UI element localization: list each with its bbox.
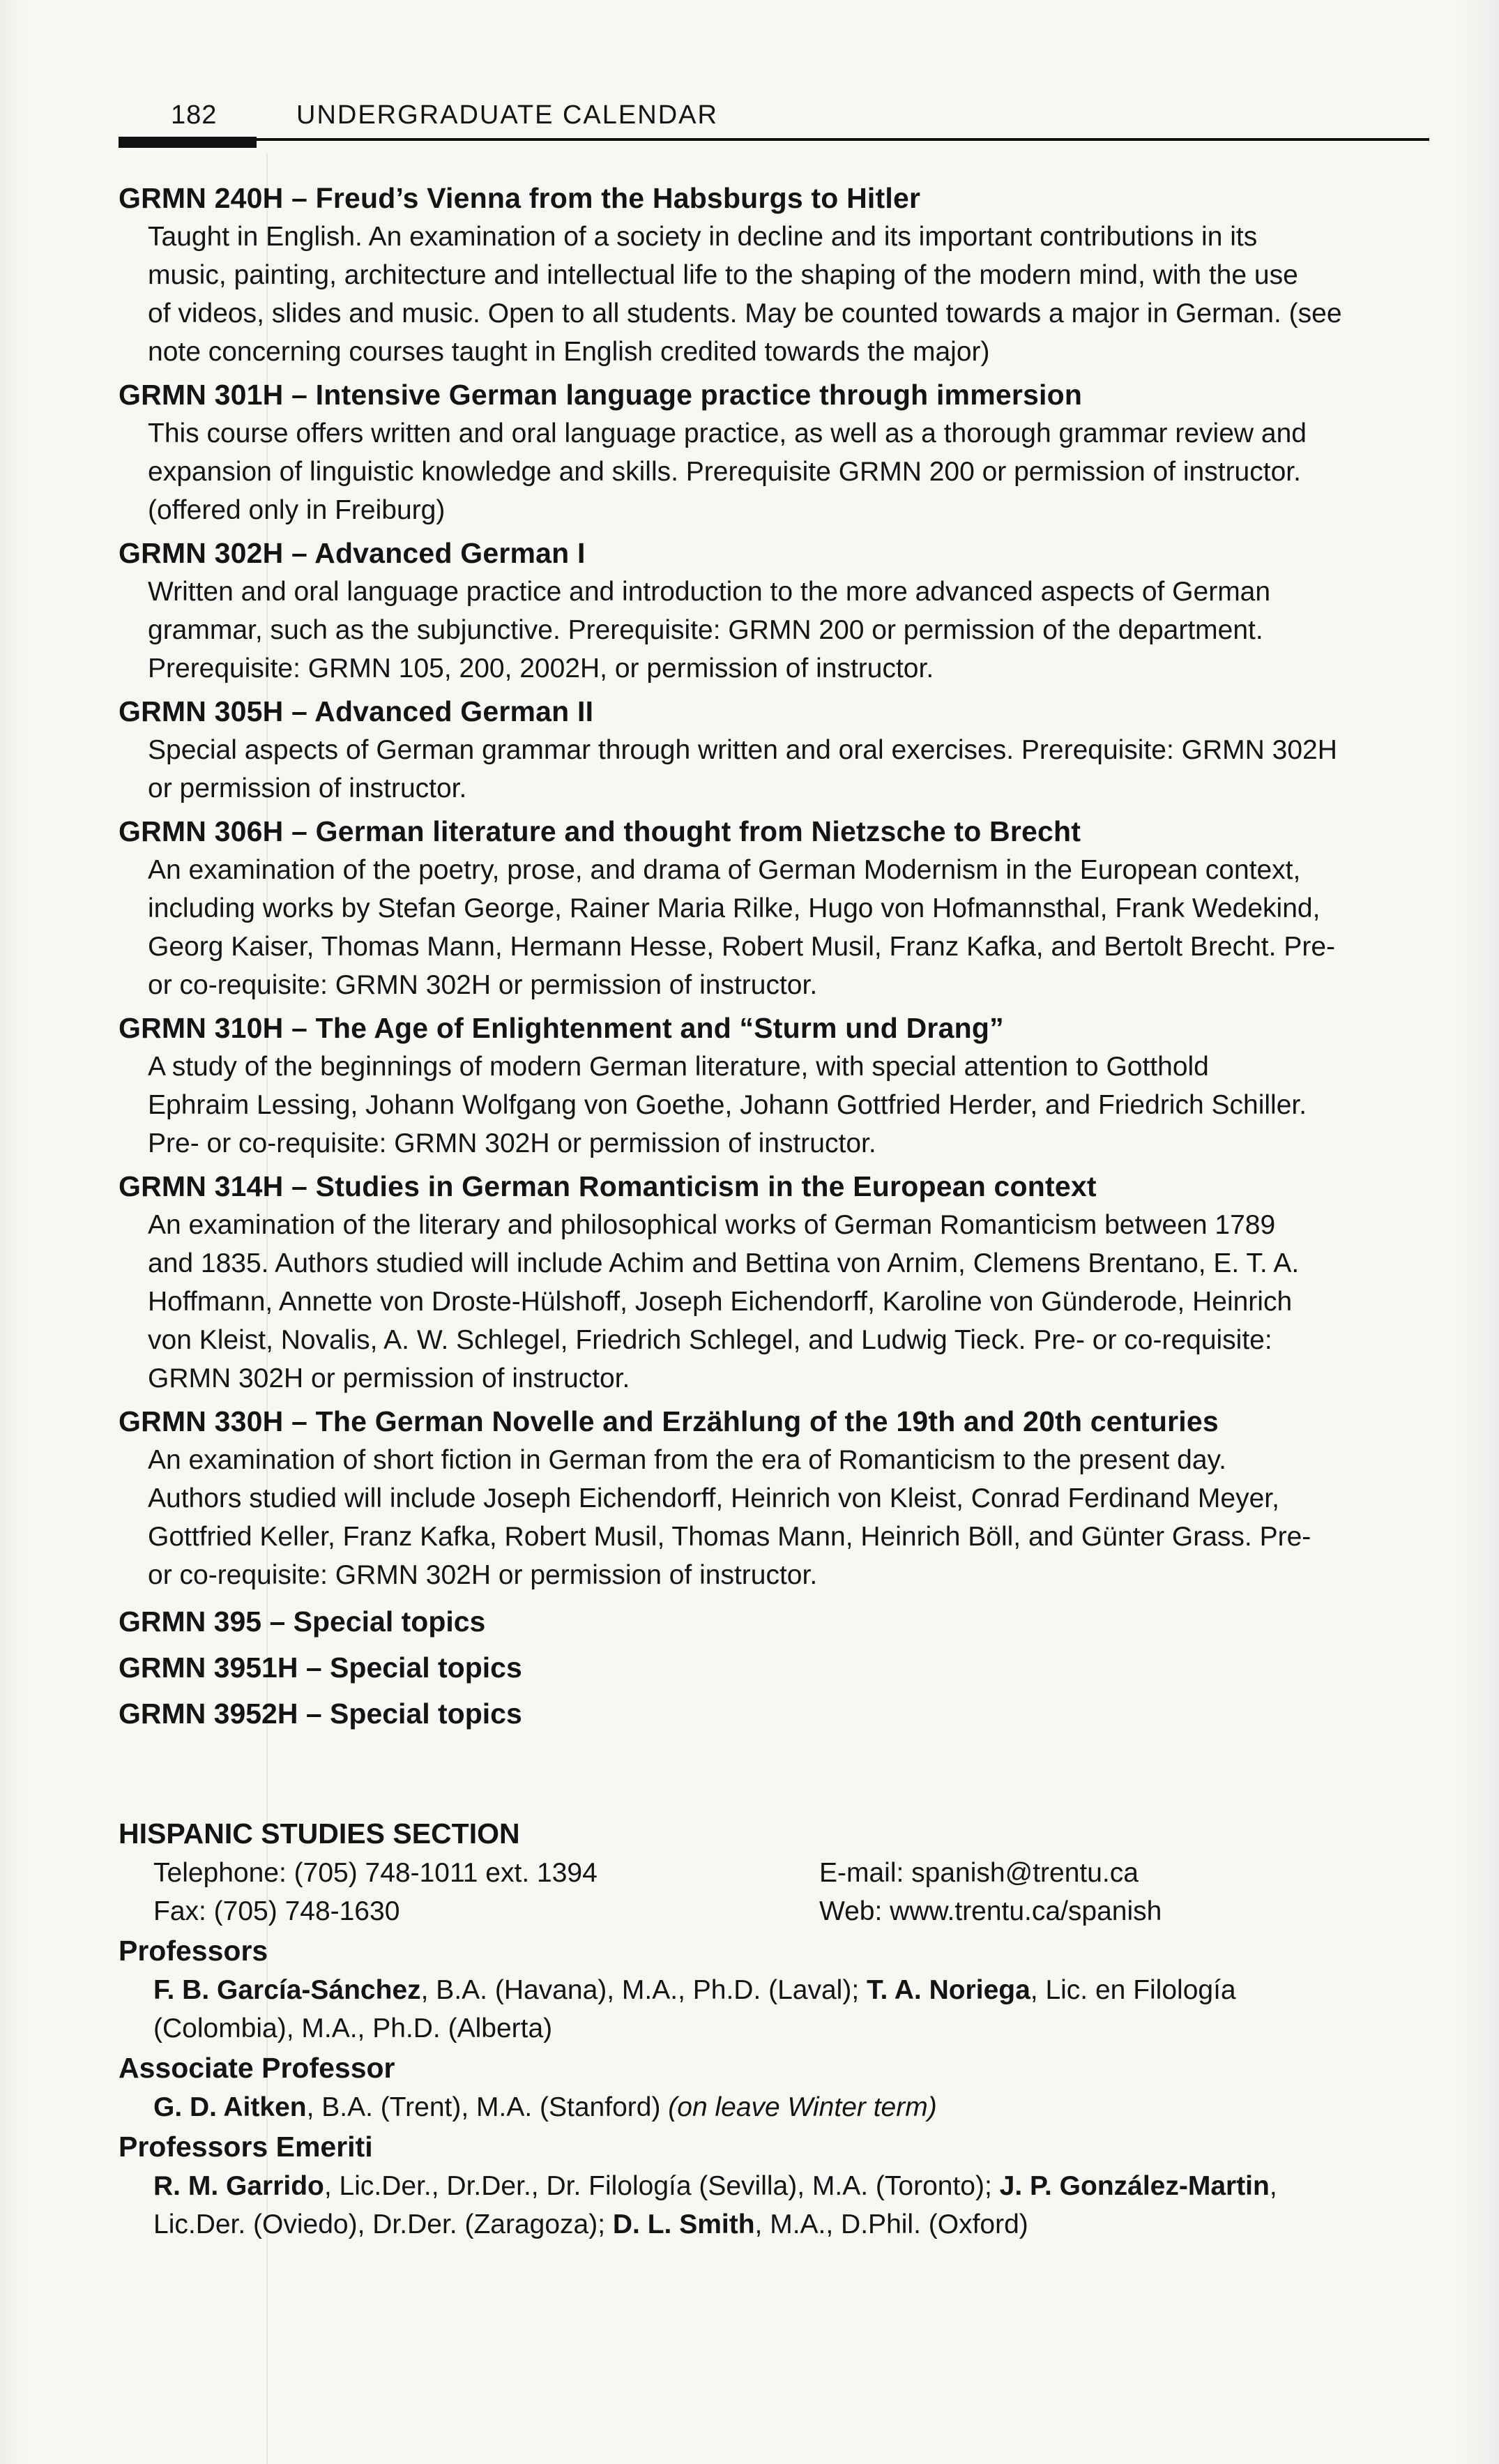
faculty-credentials: , B.A. (Havana), M.A., Ph.D. (Laval); <box>420 1975 867 2005</box>
hispanic-studies-section <box>119 1813 1429 2244</box>
faculty-line: (Colombia), M.A., Ph.D. (Alberta) <box>153 2013 553 2043</box>
description-line: Written and oral language practice and introduction to the more advanced aspects of German <box>148 577 1271 607</box>
website: Web: www.trentu.ca/spanish <box>819 1896 1162 1926</box>
contact-phone-fax <box>153 1854 598 1930</box>
telephone: Telephone: (705) 748-1011 ext. 1394 <box>153 1858 598 1888</box>
description-line: Ephraim Lessing, Johann Wolfgang von Goethe, Johann Gottfried Herder, and Friedrich Schiller. <box>148 1090 1307 1120</box>
description-line: Prerequisite: GRMN 105, 200, 2002H, or permission of instructor. <box>148 653 934 683</box>
description-line: Taught in English. An examination of a society in decline and its important contributions in its <box>148 222 1258 252</box>
running-head: UNDERGRADUATE CALENDAR <box>296 100 718 130</box>
section-title: HISPANIC STUDIES SECTION <box>119 1817 520 1850</box>
course-entry <box>119 812 1429 1004</box>
faculty-credentials: , M.A., D.Phil. (Oxford) <box>754 2209 1028 2239</box>
description-line: An examination of short fiction in German from the era of Romanticism to the present day. <box>148 1445 1226 1475</box>
course-title: GRMN 305H – Advanced German II <box>119 695 594 727</box>
course-title: GRMN 240H – Freud’s Vienna from the Habsburgs to Hitler <box>119 182 921 214</box>
faculty-name: F. B. García-Sánchez <box>153 1975 421 2005</box>
professors-heading: Professors <box>119 1935 268 1967</box>
associate-heading: Associate Professor <box>119 2052 395 2084</box>
contact-info <box>119 1854 1429 1930</box>
course-entry <box>119 1402 1429 1594</box>
course-description <box>119 573 1429 688</box>
description-line: or co-requisite: GRMN 302H or permission of instructor. <box>148 1560 818 1590</box>
course-description <box>119 851 1429 1004</box>
description-line: or co-requisite: GRMN 302H or permission of instructor. <box>148 970 818 1000</box>
description-line: including works by Stefan George, Rainer Maria Rilke, Hugo von Hofmannsthal, Frank Wedekind, <box>148 893 1321 923</box>
description-line: GRMN 302H or permission of instructor. <box>148 1363 630 1393</box>
course-description <box>119 218 1429 371</box>
course-entry <box>119 1167 1429 1398</box>
description-line: music, painting, architecture and intellectual life to the shaping of the modern mind, with the use <box>148 260 1298 290</box>
description-line: An examination of the literary and philosophical works of German Romanticism between 1789 <box>148 1210 1276 1240</box>
fax: Fax: (705) 748-1630 <box>153 1896 400 1926</box>
page-content <box>119 179 1429 2244</box>
faculty-credentials: , B.A. (Trent), M.A. (Stanford) <box>306 2092 669 2122</box>
email: E-mail: spanish@trentu.ca <box>819 1858 1139 1888</box>
header-rule <box>119 138 1429 141</box>
description-line: A study of the beginnings of modern German literature, with special attention to Gotthold <box>148 1052 1209 1082</box>
description-line: Special aspects of German grammar through written and oral exercises. Prerequisite: GRMN 302H <box>148 735 1337 765</box>
special-topics-title: GRMN 395 – Special topics <box>119 1605 486 1638</box>
course-title: GRMN 330H – The German Novelle and Erzählung of the 19th and 20th centuries <box>119 1405 1219 1437</box>
faculty-line <box>119 2205 1429 2244</box>
course-description <box>119 1441 1429 1594</box>
faculty-line <box>119 1971 1429 2009</box>
leave-note: (on leave Winter term) <box>668 2092 937 2122</box>
page-header <box>119 91 1429 146</box>
description-line: Pre- or co-requisite: GRMN 302H or permission of instructor. <box>148 1128 876 1158</box>
course-description <box>119 1206 1429 1398</box>
course-entry <box>119 179 1429 371</box>
course-entry <box>119 692 1429 808</box>
faculty-credentials: , Lic. en Filología <box>1030 1975 1236 2005</box>
special-topics-title: GRMN 3952H – Special topics <box>119 1698 522 1730</box>
faculty-name: T. A. Noriega <box>867 1975 1030 2005</box>
faculty-name: D. L. Smith <box>612 2209 755 2239</box>
description-line: note concerning courses taught in English credited towards the major) <box>148 337 990 367</box>
emeriti-heading: Professors Emeriti <box>119 2131 373 2163</box>
course-title: GRMN 306H – German literature and thought from Nietzsche to Brecht <box>119 815 1081 847</box>
course-title: GRMN 310H – The Age of Enlightenment and “Sturm und Drang” <box>119 1012 1004 1044</box>
header-rule-accent <box>119 137 257 148</box>
faculty-credentials: Lic.Der. (Oviedo), Dr.Der. (Zaragoza); <box>153 2209 613 2239</box>
course-description <box>119 1048 1429 1163</box>
description-line: or permission of instructor. <box>148 773 467 803</box>
course-title: GRMN 302H – Advanced German I <box>119 537 586 569</box>
faculty-name: R. M. Garrido <box>153 2171 324 2201</box>
special-topics-title: GRMN 3951H – Special topics <box>119 1652 522 1684</box>
faculty-line <box>119 2088 1429 2126</box>
special-topics-list <box>119 1598 1429 1737</box>
contact-online <box>819 1854 1162 1930</box>
faculty-line <box>119 2167 1429 2205</box>
description-line: Authors studied will include Joseph Eichendorff, Heinrich von Kleist, Conrad Ferdinand Meyer, <box>148 1483 1279 1513</box>
faculty-name: J. P. González-Martin <box>999 2171 1270 2201</box>
course-entry <box>119 534 1429 688</box>
description-line: and 1835. Authors studied will include Achim and Bettina von Arnim, Clemens Brentano, E. T. A. <box>148 1248 1300 1278</box>
description-line: Georg Kaiser, Thomas Mann, Hermann Hesse, Robert Musil, Franz Kafka, and Bertolt Brecht. Pre- <box>148 932 1335 962</box>
description-line: An examination of the poetry, prose, and drama of German Modernism in the European context, <box>148 855 1301 885</box>
page-number: 182 <box>171 100 218 130</box>
course-entry <box>119 375 1429 529</box>
faculty-credentials: , <box>1269 2171 1277 2201</box>
description-line: grammar, such as the subjunctive. Prerequisite: GRMN 200 or permission of the department. <box>148 615 1263 645</box>
description-line: of videos, slides and music. Open to all students. May be counted towards a major in German. (see <box>148 298 1342 328</box>
faculty-credentials: , Lic.Der., Dr.Der., Dr. Filología (Sevilla), M.A. (Toronto); <box>324 2171 1000 2201</box>
description-line: This course offers written and oral language practice, as well as a thorough grammar review and <box>148 418 1307 448</box>
course-description <box>119 731 1429 808</box>
description-line: Hoffmann, Annette von Droste-Hülshoff, Joseph Eichendorff, Karoline von Günderode, Heinrich <box>148 1287 1293 1317</box>
description-line: (offered only in Freiburg) <box>148 495 446 525</box>
faculty-name: G. D. Aitken <box>153 2092 307 2122</box>
description-line: Gottfried Keller, Franz Kafka, Robert Musil, Thomas Mann, Heinrich Böll, and Günter Grass. Pre- <box>148 1522 1311 1552</box>
course-description <box>119 414 1429 529</box>
course-title: GRMN 301H – Intensive German language practice through immersion <box>119 379 1083 411</box>
description-line: von Kleist, Novalis, A. W. Schlegel, Friedrich Schlegel, and Ludwig Tieck. Pre- or co-requisite: <box>148 1325 1272 1355</box>
course-title: GRMN 314H – Studies in German Romanticism in the European context <box>119 1170 1097 1202</box>
course-entry <box>119 1008 1429 1163</box>
description-line: expansion of linguistic knowledge and skills. Prerequisite GRMN 200 or permission of instructor. <box>148 457 1301 487</box>
